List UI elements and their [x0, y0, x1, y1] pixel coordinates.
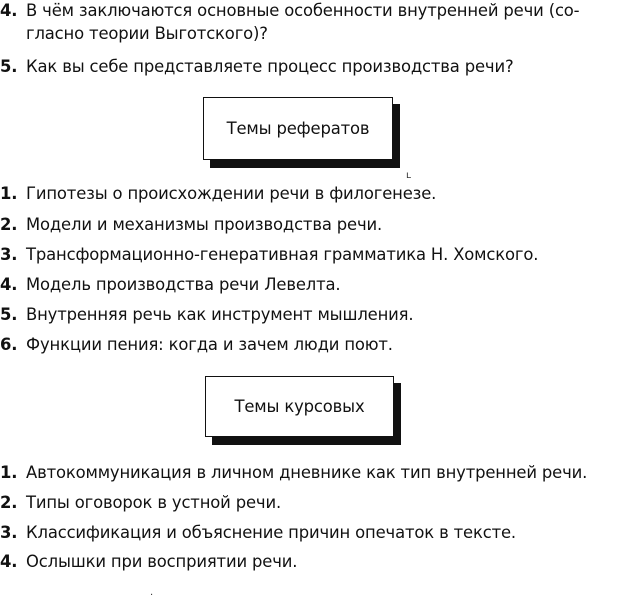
item-number: 6. — [0, 335, 18, 354]
item-text: Ослышки при восприятии речи. — [26, 552, 298, 571]
heading-box — [203, 97, 393, 160]
item-number: 2. — [0, 493, 18, 512]
heading-box-shadow — [392, 104, 400, 168]
heading-box-shadow — [210, 160, 400, 168]
list-item — [0, 274, 340, 296]
item-number: 3. — [0, 245, 18, 264]
item-number: 4. — [0, 552, 18, 571]
list-item — [0, 334, 393, 356]
question-number: 4. — [0, 1, 18, 20]
item-number: 5. — [0, 305, 18, 324]
list-item — [0, 551, 297, 573]
list-item — [0, 214, 382, 236]
question-continuation: гласно теории Выготского)? — [26, 24, 268, 43]
item-text: Модель производства речи Левелта. — [26, 275, 341, 294]
question-text: В чём заключаются основные особенности внутренней речи (со- — [26, 1, 580, 20]
scan-speck: · — [150, 590, 154, 601]
item-text: Трансформационно-генеративная грамматика Н. Хомского. — [26, 245, 539, 264]
item-number: 1. — [0, 463, 18, 482]
item-text: Внутренняя речь как инструмент мышления. — [26, 305, 414, 324]
section-heading: Темы рефератов — [226, 119, 370, 138]
list-item — [0, 492, 281, 514]
section-heading: Темы курсовых — [234, 397, 365, 416]
list-item — [0, 462, 587, 484]
list-item — [0, 183, 436, 205]
question-text: Как вы себе представляете процесс производства речи? — [26, 57, 514, 76]
heading-box — [205, 376, 394, 437]
item-text: Гипотезы о происхождении речи в филогенезе. — [26, 184, 437, 203]
heading-box-shadow — [393, 383, 401, 445]
list-item — [0, 304, 413, 326]
question-item — [0, 0, 579, 22]
item-text: Функции пения: когда и зачем люди поют. — [26, 335, 393, 354]
item-text: Классификация и объяснение причин опечаток в тексте. — [26, 523, 516, 542]
item-text: Типы оговорок в устной речи. — [26, 493, 282, 512]
item-number: 2. — [0, 215, 18, 234]
item-text: Автокоммуникация в личном дневнике как тип внутренней речи. — [26, 463, 588, 482]
scan-speck: ʟ — [406, 170, 412, 181]
question-number: 5. — [0, 57, 18, 76]
list-item — [0, 522, 516, 544]
item-number: 1. — [0, 184, 18, 203]
item-number: 4. — [0, 275, 18, 294]
item-number: 3. — [0, 523, 18, 542]
item-text: Модели и механизмы производства речи. — [26, 215, 383, 234]
heading-box-shadow — [212, 437, 401, 445]
list-item — [0, 244, 538, 266]
question-item — [0, 56, 514, 78]
